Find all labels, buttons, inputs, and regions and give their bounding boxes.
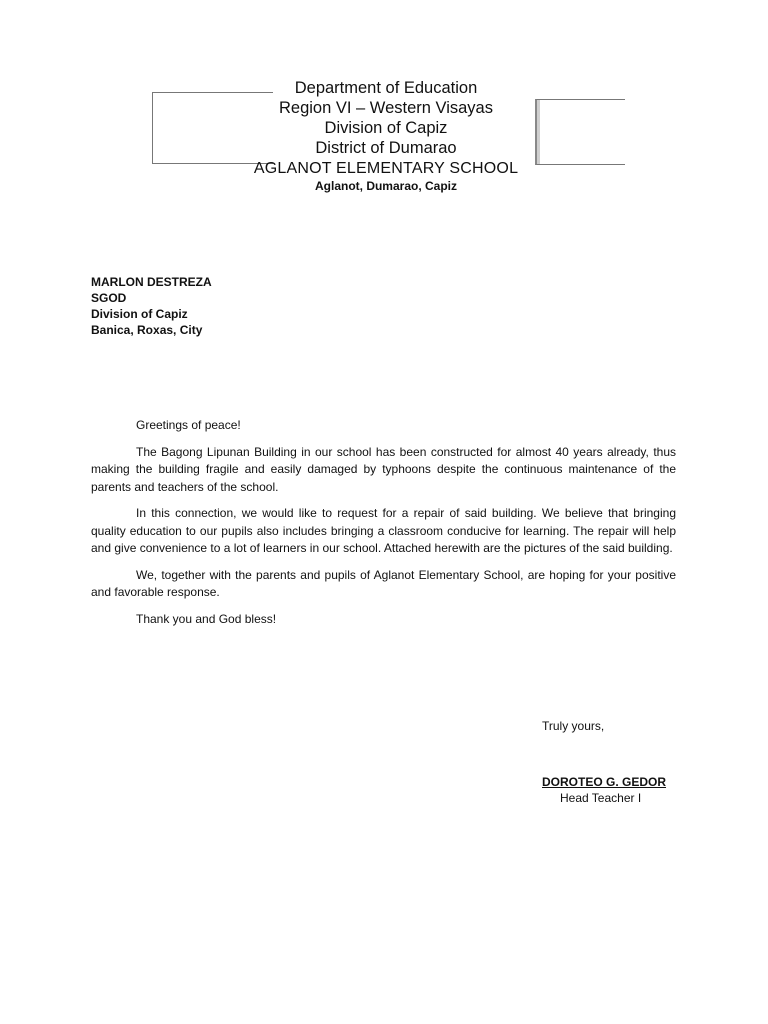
school-address: Aglanot, Dumarao, Capiz [314,179,457,193]
body-paragraph-3: We, together with the parents and pupils of Aglanot Elementary School, are hoping for your positive and favorable response. [91,567,676,599]
school-name: AGLANOT ELEMENTARY SCHOOL [253,160,519,177]
recipient-name: MARLON DESTREZA [91,275,212,289]
signatory-name: DOROTEO G. GEDOR [542,775,667,789]
body-paragraph-2: In this connection, we would like to request for a repair of said building. We believe that bringing quality education to our pupils also includes bringing a classroom conducive for learning. The repair will help and give convenience to a lot of learners in our school. Attached herewith are the pictures of the said building. [91,506,676,555]
recipient-block [91,274,212,338]
recipient-address: Banica, Roxas, City [91,323,203,337]
division-name: Division of Capiz [324,119,448,137]
valediction: Truly yours, [542,719,605,733]
letterhead [200,78,572,194]
district-name: District of Dumarao [315,139,457,157]
region-name: Region VI – Western Visayas [278,99,493,117]
greeting: Greetings of peace! [136,418,241,432]
signatory-title: Head Teacher I [560,791,642,805]
department-name: Department of Education [294,79,478,97]
recipient-division: Division of Capiz [91,307,188,321]
letter-body [91,417,676,637]
signature-block [542,774,666,806]
body-paragraph-1: The Bagong Lipunan Building in our school has been constructed for almost 40 years already, thus making the building fragile and easily damaged by typhoons despite the continuous maintenance of the parents and teachers of the school. [91,444,676,494]
recipient-position: SGOD [91,291,127,305]
thanks-line: Thank you and God bless! [136,611,277,626]
